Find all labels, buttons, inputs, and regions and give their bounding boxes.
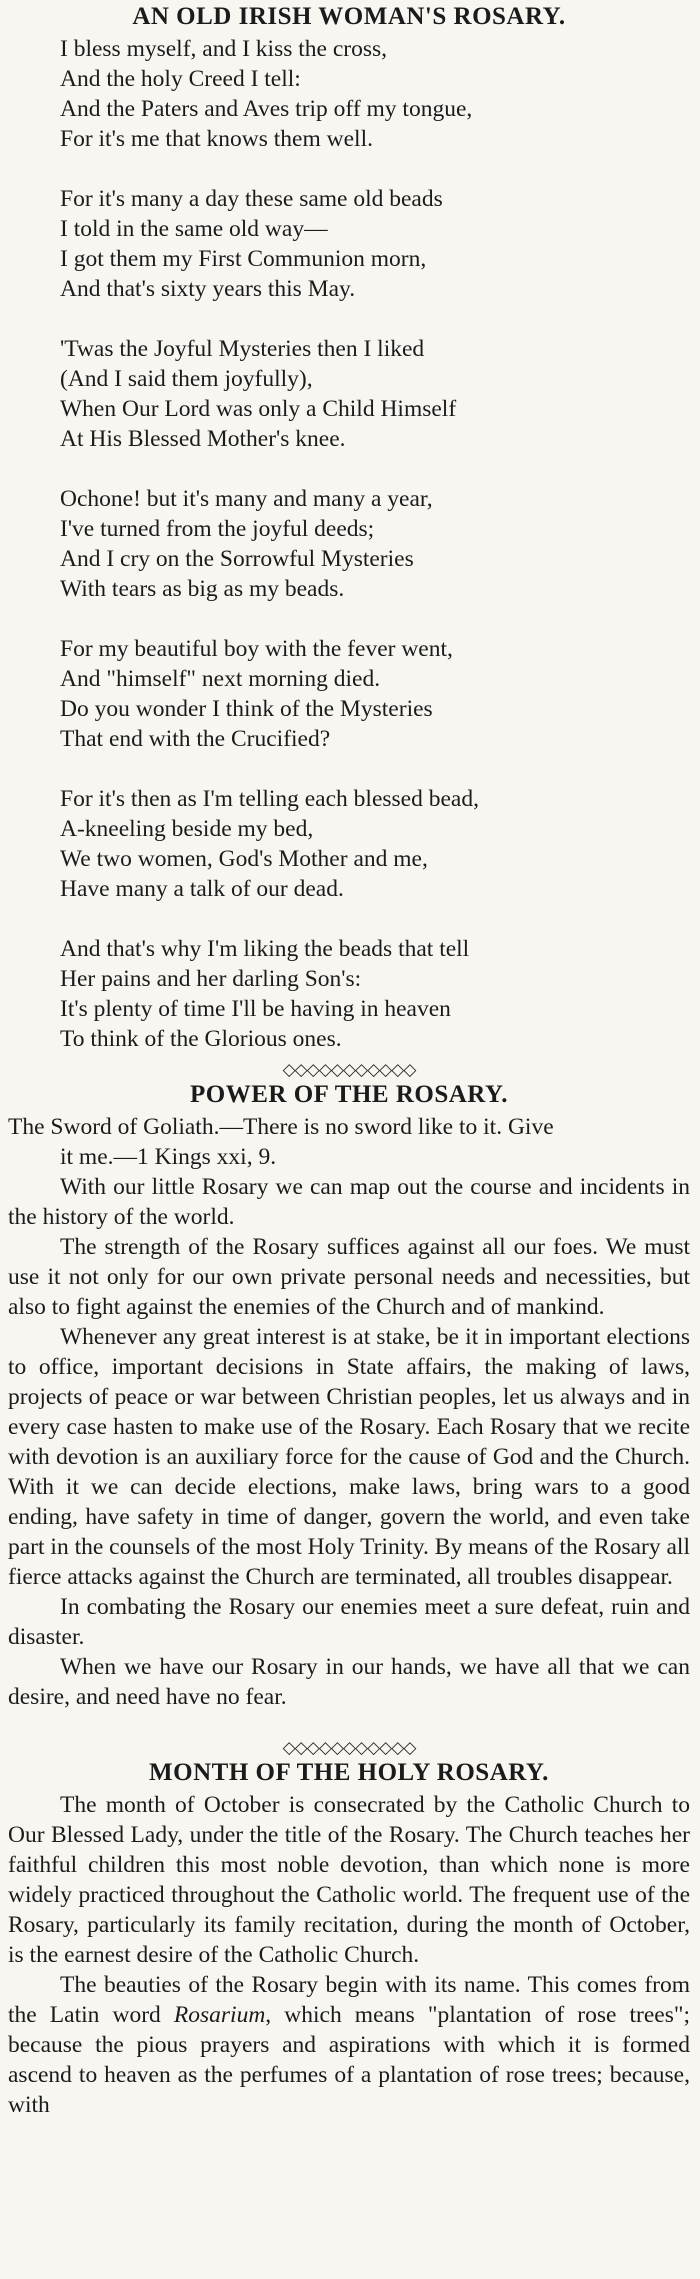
poem-stanza bbox=[60, 634, 690, 754]
poem-line: And I cry on the Sorrowful Mysteries bbox=[60, 546, 414, 572]
latin-word: Rosarium bbox=[173, 2002, 266, 2028]
paragraph: The strength of the Rosary suffices against all our foes. We must use it not only for our own private personal needs and necessities, but also to fight against the enemies of the Church and of mankind. bbox=[8, 1234, 690, 1320]
poem-line: For my beautiful boy with the fever went, bbox=[60, 636, 453, 662]
paragraph: The month of October is consecrated by the Catholic Church to Our Blessed Lady, under the title of the Rosary. The Church teaches her faithful children this most noble devotion, than which none is more widely practiced throughout the Catholic world. The frequent use of the Rosary, particularly its family recitation, during the month of October, is the earnest desire of the Catholic Church. bbox=[8, 1792, 690, 1968]
poem-line: When Our Lord was only a Child Himself bbox=[60, 396, 457, 422]
poem-line: For it's then as I'm telling each blessed bead, bbox=[60, 786, 479, 812]
poem-line: And that's sixty years this May. bbox=[60, 276, 356, 302]
ornament-divider: ◇◇◇◇◇◇◇◇◇◇◇ bbox=[282, 1738, 416, 1757]
poem-line: To think of the Glorious ones. bbox=[60, 1026, 342, 1052]
section-title: POWER OF THE ROSARY. bbox=[190, 1081, 508, 1108]
poem-line: With tears as big as my beads. bbox=[60, 576, 345, 602]
poem-stanza bbox=[60, 184, 690, 304]
poem-line: We two women, God's Mother and me, bbox=[60, 846, 428, 872]
poem-stanza bbox=[60, 784, 690, 904]
poem-line: Do you wonder I think of the Mysteries bbox=[60, 696, 433, 722]
poem-stanza bbox=[60, 334, 690, 454]
ornament-divider: ◇◇◇◇◇◇◇◇◇◇◇ bbox=[282, 1060, 416, 1079]
poem-title: AN OLD IRISH WOMAN'S ROSARY. bbox=[132, 3, 566, 30]
poem-line: A-kneeling beside my bed, bbox=[60, 816, 314, 842]
paragraph-text: , which means "plantation of rose trees"; because the pious prayers and aspirations with which it is formed ascend to heaven as the perfumes of a plantation of rose trees; because, with bbox=[8, 2002, 690, 2118]
section-power-of-rosary bbox=[8, 1080, 690, 1712]
epigraph: The Sword of Goliath.—There is no sword like to it. Give bbox=[8, 1114, 554, 1140]
poem-stanza bbox=[60, 484, 690, 604]
poem-line: 'Twas the Joyful Mysteries then I liked bbox=[60, 336, 425, 362]
section-title: MONTH OF THE HOLY ROSARY. bbox=[149, 1759, 549, 1786]
poem-line: (And I said them joyfully), bbox=[60, 366, 313, 392]
paragraph: Whenever any great interest is at stake, be it in important elections to office, important decisions in State affairs, the making of laws, projects of peace or war between Christian peoples, let us always and in every case hasten to make use of the Rosary. Each Rosary that we recite with devotion is an auxiliary force for the cause of God and the Church. With it we can decide elections, make laws, bring wars to a good ending, have safety in time of danger, govern the world, and even take part in the counsels of the most Holy Trinity. By means of the Rosary all fierce attacks against the Church are terminated, all troubles disappear. bbox=[8, 1324, 690, 1590]
poem-line: I got them my First Communion morn, bbox=[60, 246, 427, 272]
paragraph-text: The beauties of the Rosary begin with its name. This comes from the Latin word bbox=[8, 1972, 690, 2028]
poem bbox=[60, 34, 690, 1054]
poem-line: And the holy Creed I tell: bbox=[60, 66, 301, 92]
poem-line: And "himself" next morning died. bbox=[60, 666, 381, 692]
poem-line: At His Blessed Mother's knee. bbox=[60, 426, 346, 452]
paragraph: In combating the Rosary our enemies meet a sure defeat, ruin and disaster. bbox=[8, 1594, 690, 1650]
poem-line: That end with the Crucified? bbox=[60, 726, 331, 752]
poem-line: I bless myself, and I kiss the cross, bbox=[60, 36, 387, 62]
poem-line: And the Paters and Aves trip off my tongue, bbox=[60, 96, 473, 122]
poem-line: It's plenty of time I'll be having in heaven bbox=[60, 996, 451, 1022]
poem-stanza bbox=[60, 34, 690, 154]
paragraph: With our little Rosary we can map out the course and incidents in the history of the world. bbox=[8, 1174, 690, 1230]
poem-line: I told in the same old way— bbox=[60, 216, 328, 242]
poem-line: For it's many a day these same old beads bbox=[60, 186, 443, 212]
paragraph: When we have our Rosary in our hands, we have all that we can desire, and need have no fear. bbox=[8, 1654, 690, 1710]
poem-stanza bbox=[60, 934, 690, 1054]
poem-line: Ochone! but it's many and many a year, bbox=[60, 486, 433, 512]
paragraph bbox=[8, 1970, 690, 2120]
poem-line: And that's why I'm liking the beads that tell bbox=[60, 936, 470, 962]
poem-line: For it's me that knows them well. bbox=[60, 126, 373, 152]
poem-line: I've turned from the joyful deeds; bbox=[60, 516, 375, 542]
poem-line: Her pains and her darling Son's: bbox=[60, 966, 362, 992]
poem-line: Have many a talk of our dead. bbox=[60, 876, 344, 902]
epigraph-continued: it me.—1 Kings xxi, 9. bbox=[60, 1144, 277, 1170]
section-month-of-rosary bbox=[8, 1738, 690, 2120]
